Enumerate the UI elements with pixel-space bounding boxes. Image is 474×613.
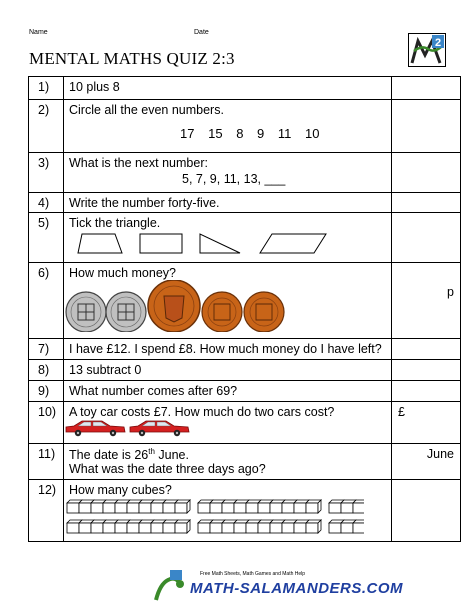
toy-car	[66, 421, 125, 436]
unit-cube	[67, 523, 79, 533]
answer-month: June	[426, 447, 454, 461]
shapes-row	[64, 230, 364, 256]
date-label: Date	[194, 29, 209, 36]
question-number: 10)	[38, 405, 57, 419]
answer-box[interactable]	[392, 444, 461, 480]
rectangle-shape[interactable]	[140, 234, 182, 253]
quiz-table	[28, 76, 461, 542]
question-row	[29, 263, 461, 339]
unit-cube	[270, 523, 282, 533]
question-number: 6)	[38, 266, 50, 280]
toy-car	[130, 421, 189, 436]
unit-cube	[127, 503, 139, 513]
unit-cube	[210, 523, 222, 533]
unit-cube	[151, 503, 163, 513]
question-text: Write the number forty-five.	[69, 196, 220, 210]
question-number: 4)	[38, 196, 50, 210]
question-row	[29, 100, 461, 153]
two-pence-coin	[148, 280, 200, 332]
answer-box[interactable]	[392, 77, 461, 100]
cube-rod	[329, 500, 364, 513]
unit-cube	[127, 523, 139, 533]
question-row	[29, 402, 461, 444]
answer-box[interactable]	[392, 480, 461, 542]
page-title: MENTAL MATHS QUIZ 2:3	[29, 49, 235, 68]
question-text: 13 subtract 0	[69, 363, 142, 377]
question-row	[29, 480, 461, 542]
question-text: 10 plus 8	[69, 80, 120, 94]
answer-box[interactable]	[392, 339, 461, 360]
unit-cube	[163, 523, 175, 533]
five-pence-coin	[106, 292, 146, 332]
question-number: 2)	[38, 103, 50, 117]
coins-row	[64, 280, 364, 332]
unit-cube	[67, 503, 79, 513]
unit-cube	[222, 503, 234, 513]
number-option[interactable]: 9	[257, 126, 265, 141]
question-number: 1)	[38, 80, 50, 94]
footer-tagline: Free Math Sheets, Math Games and Math Help	[200, 571, 306, 577]
unit-cube	[198, 503, 210, 513]
logo-number: 2	[434, 37, 442, 49]
question-text-line2: What was the date three days ago?	[69, 462, 266, 477]
unit-cube	[115, 523, 127, 533]
unit-cube	[306, 503, 318, 513]
number-option[interactable]: 11	[277, 126, 292, 141]
question-text: Tick the triangle.	[69, 216, 161, 230]
even-number-list	[64, 117, 391, 141]
unit-cube	[79, 523, 91, 533]
answer-box[interactable]	[392, 193, 461, 213]
one-penny-coin	[202, 292, 242, 332]
unit-cube	[341, 523, 353, 533]
question-text: What number comes after 69?	[69, 384, 238, 398]
unit-cube	[103, 503, 115, 513]
unit-cube	[210, 503, 222, 513]
unit-cube	[353, 523, 364, 533]
unit-cube	[306, 523, 318, 533]
question-text: What is the next number:	[69, 156, 208, 170]
footer-website[interactable]: MATH-SALAMANDERS.COM	[190, 580, 404, 597]
unit-cube	[282, 523, 294, 533]
number-option[interactable]: 17	[180, 126, 195, 141]
answer-box[interactable]	[392, 402, 461, 444]
question-number: 12)	[38, 483, 57, 497]
number-option[interactable]: 15	[208, 126, 223, 141]
cube-rod	[67, 520, 190, 533]
unit-cube	[270, 503, 282, 513]
cars-row	[64, 419, 214, 437]
unit-cube	[341, 503, 353, 513]
unit-cube	[175, 503, 187, 513]
unit-cube	[258, 523, 270, 533]
question-row	[29, 153, 461, 193]
unit-cube	[139, 503, 151, 513]
number-option[interactable]: 8	[236, 126, 244, 141]
unit-cube	[151, 523, 163, 533]
answer-currency: £	[398, 405, 405, 419]
question-number: 11)	[38, 447, 56, 461]
triangle-shape[interactable]	[200, 234, 240, 253]
unit-cube	[103, 523, 115, 533]
unit-cube	[222, 523, 234, 533]
five-pence-coin	[66, 292, 106, 332]
question-number: 8)	[38, 363, 50, 377]
cube-rod	[198, 500, 321, 513]
unit-cube	[353, 503, 364, 513]
answer-box[interactable]	[392, 100, 461, 153]
question-number: 3)	[38, 156, 50, 170]
salamander-icon	[150, 570, 186, 606]
answer-box[interactable]	[392, 360, 461, 381]
unit-cube	[282, 503, 294, 513]
salamander-logo	[408, 33, 446, 67]
name-label: Name	[29, 29, 48, 36]
unit-cube	[246, 503, 258, 513]
question-row	[29, 213, 461, 263]
number-option[interactable]: 10	[305, 126, 320, 141]
cubes-diagram	[64, 497, 364, 541]
unit-cube	[198, 523, 210, 533]
unit-cube	[91, 503, 103, 513]
unit-cube	[329, 523, 341, 533]
answer-box[interactable]	[392, 153, 461, 193]
unit-cube	[115, 503, 127, 513]
question-number: 9)	[38, 384, 50, 398]
question-text: I have £12. I spend £8. How much money do I have left?	[69, 342, 382, 356]
unit-cube	[258, 503, 270, 513]
unit-cube	[329, 503, 341, 513]
cube-rod	[198, 520, 321, 533]
question-number: 7)	[38, 342, 50, 356]
answer-box[interactable]	[392, 213, 461, 263]
trapezium-shape[interactable]	[78, 234, 122, 253]
unit-cube	[234, 503, 246, 513]
unit-cube	[246, 523, 258, 533]
cube-rod	[329, 520, 364, 533]
unit-cube	[294, 523, 306, 533]
question-text: The date is 26th June.	[69, 447, 189, 463]
unit-cube	[294, 503, 306, 513]
unit-cube	[91, 523, 103, 533]
unit-cube	[234, 523, 246, 533]
number-sequence: 5, 7, 9, 11, 13, ___	[182, 172, 286, 186]
question-number: 5)	[38, 216, 50, 230]
question-row	[29, 444, 461, 480]
unit-cube	[175, 523, 187, 533]
question-row	[29, 360, 461, 381]
parallelogram-shape[interactable]	[260, 234, 326, 253]
unit-cube	[163, 503, 175, 513]
question-row	[29, 381, 461, 402]
question-row	[29, 193, 461, 213]
answer-box[interactable]	[392, 263, 461, 339]
question-text: How much money?	[69, 266, 176, 280]
answer-box[interactable]	[392, 381, 461, 402]
question-text: How many cubes?	[69, 483, 172, 497]
footer	[150, 570, 404, 606]
unit-cube	[139, 523, 151, 533]
cube-rod	[67, 500, 190, 513]
unit-cube	[79, 503, 91, 513]
question-text: Circle all the even numbers.	[69, 103, 224, 117]
question-row	[29, 77, 461, 100]
question-row	[29, 339, 461, 360]
answer-unit: p	[447, 285, 454, 299]
question-text: A toy car costs £7. How much do two cars cost?	[69, 405, 335, 419]
one-penny-coin	[244, 292, 284, 332]
